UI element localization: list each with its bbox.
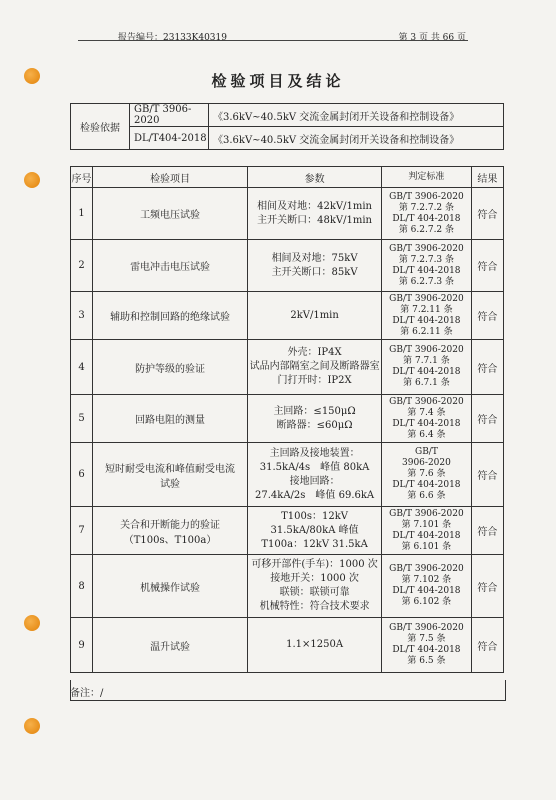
page-title: 检验项目及结论 [211, 72, 345, 90]
standard-line: DL/T 404-2018 [392, 645, 461, 655]
standard-line: 第 7.2.7.3 条 [398, 254, 455, 265]
report-number: 报告编号：23133K40319 [118, 33, 227, 43]
parameter-line: 1.1×1250A [286, 639, 344, 650]
inspection-item: 回路电阻的测量 [93, 395, 248, 443]
standard-line: DL/T 404-2018 [392, 586, 461, 596]
inspection-item: 防护等级的验证 [93, 340, 248, 395]
parameter-line: 可移开部件(手车)：1000 次 [251, 559, 378, 570]
standard-line: 第 6.5 条 [407, 656, 446, 666]
inspection-item: 关合和开断能力的验证（T100s、T100a） [93, 507, 248, 555]
parameter-line: 相间及对地：42kV/1min [257, 200, 372, 212]
standard-ref [382, 395, 472, 443]
parameter-line: 接地开关：1000 次 [270, 573, 359, 584]
result: 符合 [471, 443, 503, 507]
result: 符合 [471, 395, 503, 443]
parameter-line: 门打开时：IP2X [277, 375, 352, 386]
table-row [71, 555, 504, 618]
standard-line: GB/T 3906-2020 [389, 564, 464, 574]
binder-hole-2 [24, 172, 40, 188]
standard-line: 第 6.4 条 [407, 429, 446, 440]
result: 符合 [471, 507, 503, 555]
standard-ref [382, 443, 472, 507]
result: 符合 [471, 618, 503, 673]
header-divider [78, 40, 468, 41]
parameter-line: T100a：12kV 31.5kA [261, 538, 368, 550]
standard-line: 第 6.101 条 [401, 541, 452, 552]
parameter-line: T100s：12kV 31.5kA/80kA 峰值 [270, 510, 359, 536]
standard-line: 第 7.2.11 条 [400, 304, 453, 315]
result: 符合 [471, 240, 503, 292]
table-row [71, 240, 504, 292]
parameter-line: 外壳：IP4X [287, 347, 342, 358]
binder-hole-4 [24, 718, 40, 734]
note-row [70, 680, 506, 701]
standard-line: 第 6.7.1 条 [403, 378, 450, 388]
row-number: 6 [71, 443, 93, 507]
standard-ref [382, 188, 472, 240]
row-number: 3 [71, 292, 93, 340]
standard-line: 第 7.6 条 [407, 469, 446, 479]
table-row [71, 340, 504, 395]
row-number: 1 [71, 188, 93, 240]
parameter-line: 断路器：≤60μΩ [276, 419, 353, 431]
standard-line: 第 6.6 条 [407, 491, 446, 501]
result: 符合 [471, 188, 503, 240]
inspection-item: 工频电压试验 [93, 188, 248, 240]
standard-line: GB/T 3906-2020 [389, 623, 464, 633]
inspection-item: 机械操作试验 [93, 555, 248, 618]
standard-line: 第 7.4 条 [407, 407, 446, 418]
inspection-item: 辅助和控制回路的绝缘试验 [93, 292, 248, 340]
standard-line: GB/T 3906-2020 [389, 396, 464, 407]
standard-line: 第 7.102 条 [401, 575, 452, 585]
col-header-item: 检验项目 [93, 167, 248, 188]
basis-name: 《3.6kV~40.5kV 交流金属封闭开关设备和控制设备》 [209, 104, 504, 127]
parameters [248, 618, 382, 673]
inspection-item: 温升试验 [93, 618, 248, 673]
binder-hole-3 [24, 615, 40, 631]
result: 符合 [471, 340, 503, 395]
standard-line: GB/T 3906-2020 [389, 293, 464, 304]
inspection-item: 雷电冲击电压试验 [93, 240, 248, 292]
standard-line: DL/T 404-2018 [392, 213, 461, 224]
table-row [71, 443, 504, 507]
parameters [248, 555, 382, 618]
standard-line: DL/T 404-2018 [392, 480, 461, 490]
standard-line: GB/T [415, 447, 438, 457]
row-number: 7 [71, 507, 93, 555]
parameter-line: 相间及对地：75kV [271, 252, 358, 264]
parameter-line: 2kV/1min [290, 309, 339, 321]
row-number: 9 [71, 618, 93, 673]
result: 符合 [471, 292, 503, 340]
standard-ref [382, 240, 472, 292]
result: 符合 [471, 555, 503, 618]
row-number: 8 [71, 555, 93, 618]
parameter-line: 主开关断口：48kV/1min [257, 214, 372, 226]
table-row [71, 618, 504, 673]
standard-line: 第 7.5 条 [407, 634, 446, 644]
parameter-line: 接地回路： [289, 475, 340, 487]
standard-line: GB/T 3906-2020 [389, 243, 464, 254]
standard-line: DL/T 404-2018 [392, 418, 461, 429]
basis-name: 《3.6kV~40.5kV 交流金属封闭开关设备和控制设备》 [209, 127, 504, 150]
page-header [78, 24, 466, 43]
standard-line: 第 6.2.7.2 条 [398, 224, 455, 235]
standard-line: 3906-2020 [402, 458, 451, 468]
standard-line: DL/T 404-2018 [392, 315, 461, 326]
parameter-line: 联锁：联锁可靠 [279, 587, 350, 598]
standard-line: GB/T 3906-2020 [389, 191, 464, 202]
parameters [248, 443, 382, 507]
row-number: 5 [71, 395, 93, 443]
parameters [248, 240, 382, 292]
parameter-line: 31.5kA/4s 峰值 80kA [259, 461, 370, 473]
standard-line: 第 6.102 条 [401, 597, 452, 607]
parameter-line: 机械特性：符合技术要求 [259, 601, 370, 612]
standard-line: DL/T 404-2018 [392, 367, 461, 377]
standard-line: 第 6.2.7.3 条 [398, 276, 455, 287]
standard-ref [382, 618, 472, 673]
standard-line: DL/T 404-2018 [392, 530, 461, 541]
inspection-item: 短时耐受电流和峰值耐受电流试验 [93, 443, 248, 507]
parameters [248, 188, 382, 240]
parameters [248, 340, 382, 395]
table-row [71, 395, 504, 443]
standard-ref [382, 507, 472, 555]
parameters [248, 507, 382, 555]
parameters [248, 395, 382, 443]
table-header-row [71, 167, 504, 188]
parameter-line: 试品内部隔室之间及断路器室 [249, 361, 380, 372]
parameter-line: 主开关断口：85kV [271, 266, 358, 278]
table-row [71, 507, 504, 555]
basis-label: 检验依据 [71, 104, 130, 150]
parameters [248, 292, 382, 340]
standard-ref [382, 555, 472, 618]
note: 备注：/ [70, 688, 104, 699]
standard-line: 第 7.7.1 条 [403, 356, 450, 366]
col-header-no: 序号 [71, 167, 93, 188]
standard-line: 第 7.2.7.2 条 [398, 202, 455, 213]
basis-table [70, 103, 504, 150]
table-row [71, 188, 504, 240]
col-header-standard: 判定标准 [382, 167, 472, 188]
row-number: 4 [71, 340, 93, 395]
table-row [71, 292, 504, 340]
parameter-line: 主回路：≤150μΩ [273, 405, 356, 417]
standard-line: DL/T 404-2018 [392, 265, 461, 276]
standard-line: 第 7.101 条 [401, 519, 452, 530]
standard-ref [382, 292, 472, 340]
page-info: 第 3 页 共 66 页 [398, 33, 466, 43]
row-number: 2 [71, 240, 93, 292]
standard-ref [382, 340, 472, 395]
parameter-line: 27.4kA/2s 峰值 69.6kA [255, 489, 375, 501]
standard-line: GB/T 3906-2020 [389, 508, 464, 519]
inspection-table [70, 166, 504, 673]
col-header-params: 参数 [248, 167, 382, 188]
col-header-result: 结果 [471, 167, 503, 188]
standard-line: GB/T 3906-2020 [389, 345, 464, 355]
parameter-line: 主回路及接地装置： [269, 447, 360, 459]
standard-line: 第 6.2.11 条 [400, 326, 453, 337]
basis-code: GB/T 3906-2020 [130, 104, 209, 127]
basis-code: DL/T404-2018 [130, 127, 209, 150]
